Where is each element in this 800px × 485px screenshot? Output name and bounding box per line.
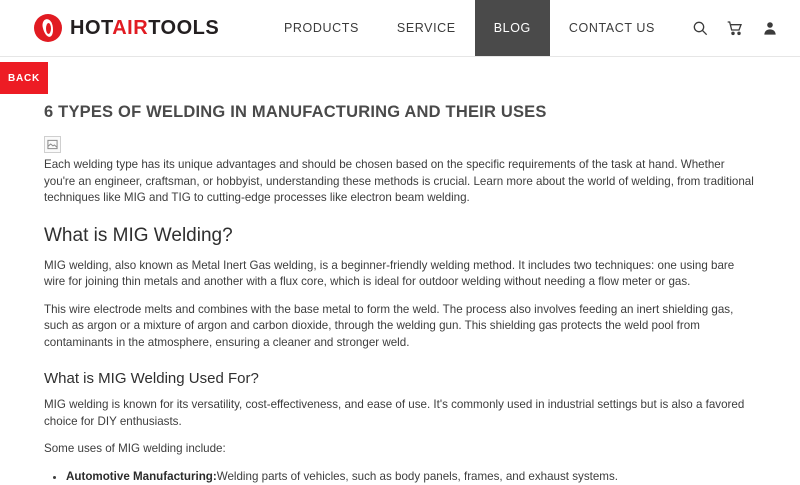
page-title: 6 TYPES OF WELDING IN MANUFACTURING AND THEIR USES xyxy=(44,103,756,122)
nav-item-blog[interactable]: BLOG xyxy=(475,0,550,56)
cart-icon[interactable] xyxy=(727,20,743,36)
subsection-paragraph-2: Some uses of MIG welding include: xyxy=(44,441,756,458)
list-item xyxy=(66,469,756,485)
logo-text-tools: TOOLS xyxy=(148,17,219,39)
back-button[interactable]: BACK xyxy=(0,62,48,94)
account-icon[interactable] xyxy=(762,20,778,36)
subsection-paragraph-1: MIG welding is known for its versatility, cost-effectiveness, and ease of use. It's commonly used in industrial settings but is also a favored choice for DIY enthusiasts. xyxy=(44,397,756,430)
nav-item-contact-us[interactable]: CONTACT US xyxy=(550,0,674,56)
uses-list xyxy=(44,469,756,485)
list-item-term: Automotive Manufacturing: xyxy=(66,470,217,483)
image-placeholder-icon xyxy=(44,136,61,153)
flame-logo-icon xyxy=(34,14,62,42)
subsection-heading-uses: What is MIG Welding Used For? xyxy=(44,370,756,387)
section-paragraph-2: This wire electrode melts and combines with the base metal to form the weld. The process also involves feeding an inert shielding gas, such as argon or a mixture of argon and carbon dioxide, through the welding gun. This shielding gas protects the weld pool from contaminants in the atmosphere, ensuring a cleaner and stronger weld. xyxy=(44,302,756,352)
logo[interactable] xyxy=(0,0,219,56)
header-icon-group xyxy=(674,0,800,56)
section-heading-mig: What is MIG Welding? xyxy=(44,225,756,247)
main-navigation xyxy=(265,0,674,56)
logo-text-hot: HOT xyxy=(70,17,112,39)
article-content xyxy=(0,57,800,485)
nav-item-products[interactable]: PRODUCTS xyxy=(265,0,378,56)
list-item-text: Welding parts of vehicles, such as body panels, frames, and exhaust systems. xyxy=(217,470,618,483)
intro-paragraph: Each welding type has its unique advantages and should be chosen based on the specific requirements of the task at hand. Whether you're an engineer, craftsman, or hobbyist, understanding these methods is crucial. Learn more about the world of welding, from traditional techniques like MIG and TIG to cutting-edge processes like electron beam welding. xyxy=(44,157,756,207)
logo-text-air: AIR xyxy=(112,17,148,39)
nav-item-service[interactable]: SERVICE xyxy=(378,0,475,56)
logo-text xyxy=(70,17,219,40)
search-icon[interactable] xyxy=(692,20,708,36)
section-paragraph-1: MIG welding, also known as Metal Inert Gas welding, is a beginner-friendly welding method. It includes two techniques: one using bare wire for joining thin metals and another with a flux core, which is ideal for outdoor welding without needing a flow meter or gas. xyxy=(44,258,756,291)
site-header xyxy=(0,0,800,57)
